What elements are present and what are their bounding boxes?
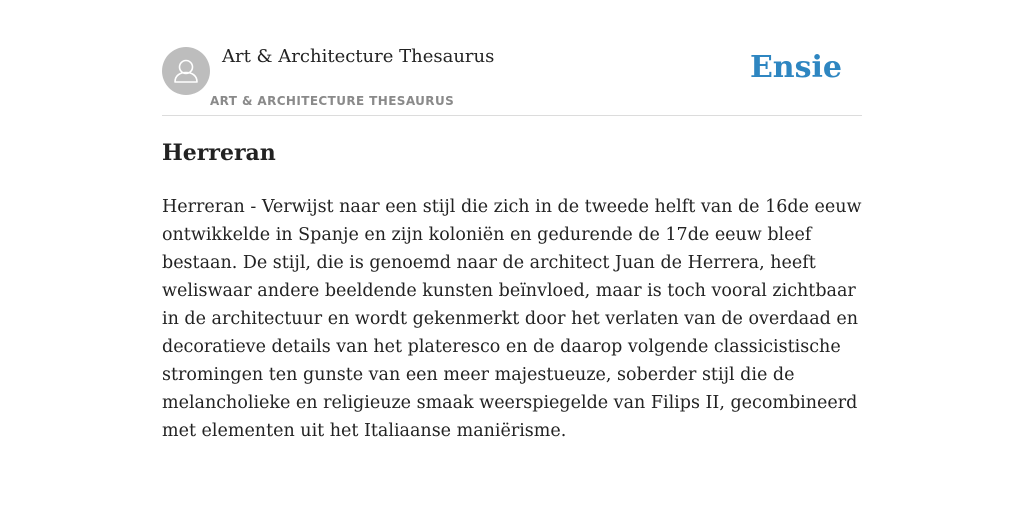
avatar[interactable] — [162, 47, 210, 95]
brand-logo-link[interactable]: Ensie — [749, 50, 842, 85]
user-silhouette-icon — [162, 47, 210, 95]
source-header — [162, 0, 862, 116]
source-title-link[interactable]: Art & Architecture Thesaurus — [222, 46, 495, 67]
source-subtitle: ART & ARCHITECTURE THESAURUS — [210, 94, 455, 108]
page-title: Herreran — [162, 140, 276, 166]
page-container — [162, 0, 862, 441]
definition-text: Herreran - Verwijst naar een stijl die zich in de tweede helft van de 16de eeuw ontwikkelde in Spanje en zijn koloniën en gedurende de 17de eeuw bleef bestaan. De stijl, die is genoemd naar de architect Juan de Herrera, heeft weliswaar andere beeldende kunsten beïnvloed, maar is toch vooral zichtbaar in de architectuur en wordt gekenmerkt door het verlaten van de overdaad en decoratieve details van het plateresco en de daarop volgende classicistische stromingen ten gunste van een meer majestueuze, soberder stijl die de melancholieke en religieuze smaak weerspiegelde van Filips II, gecombineerd met elementen uit het Italiaanse maniërisme. — [162, 197, 862, 441]
